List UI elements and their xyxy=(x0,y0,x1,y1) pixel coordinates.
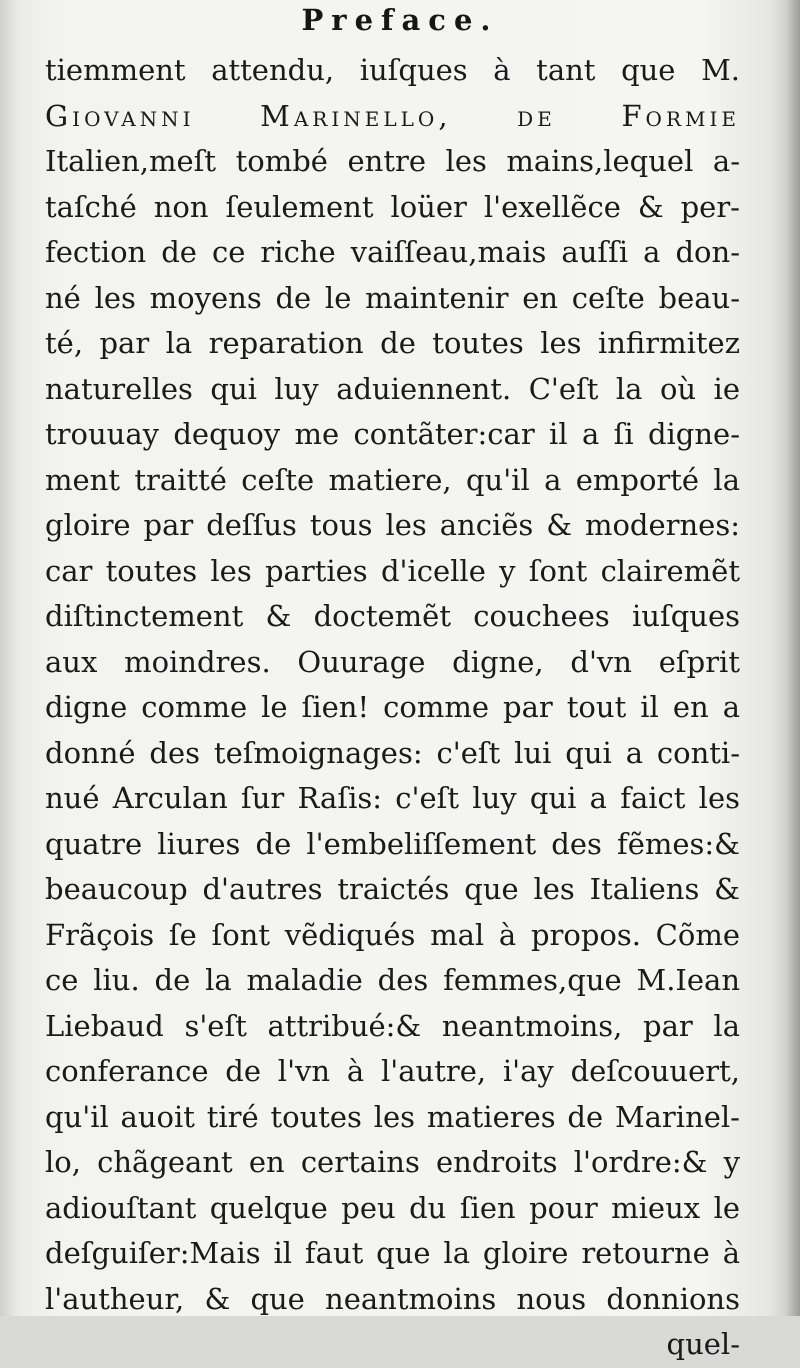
text-line: taſché non ſeulement loüer l'exellẽce & per- xyxy=(45,189,740,224)
text-line: Liebaud s'eſt attribué:& neantmoins, par la xyxy=(45,1008,740,1043)
text-line: conferance de l'vn à l'autre, i'ay deſcouuert, xyxy=(45,1054,740,1088)
text-line: diſtinctement & doctemẽt couchees iuſques xyxy=(45,599,740,633)
text-line: Frãçois ſe ſont vẽdiqués mal à propos. Cõme xyxy=(45,917,740,952)
text-line: naturelles qui luy aduiennent. C'eſt la où ie xyxy=(45,371,740,406)
text-line: l'autheur, & que neantmoins nous donnions xyxy=(45,1281,740,1316)
text-line: gloire par deſſus tous les anciẽs & modernes: xyxy=(45,508,740,542)
text-line: ce liu. de la maladie des femmes,que M.Iean xyxy=(45,963,740,997)
text-line: tiemment attendu, iuſques à tant que M. xyxy=(45,53,740,87)
text-line: adiouſtant quelque peu du ſien pour mieux le xyxy=(45,1190,740,1225)
text-line: né les moyens de le maintenir en ceſte beau- xyxy=(45,280,740,315)
body-text xyxy=(45,48,740,1368)
text-line: té, par la reparation de toutes les infirmitez xyxy=(45,326,740,360)
catchword: quel- xyxy=(666,1327,740,1361)
text-line: donné des teſmoignages: c'eſt lui qui a conti- xyxy=(45,735,740,770)
text-line: Italien,meſt tombé entre les mains,lequel a- xyxy=(45,144,740,178)
text-line: car toutes les parties d'icelle y ſont clairemẽt xyxy=(45,553,740,588)
text-line: digne comme le ſien! comme par tout il en a xyxy=(45,690,740,724)
text-line: trouuay dequoy me contãter:car il a ſi digne- xyxy=(45,417,740,451)
text-line: aux moindres. Ouurage digne, d'vn eſprit xyxy=(45,644,740,679)
text-line: qu'il auoit tiré toutes les matieres de Marinel- xyxy=(45,1099,740,1134)
text-line: Giovanni Marinello, de Formie xyxy=(45,98,740,133)
text-line: beaucoup d'autres traictés que les Italiens & xyxy=(45,872,740,906)
text-line: deſguiſer:Mais il faut que la gloire retourne à xyxy=(45,1236,740,1270)
text-line: fection de ce riche vaiſſeau,mais auſſi a don- xyxy=(45,235,740,269)
page-edge-shadow xyxy=(786,0,800,1316)
text-line: lo, chãgeant en certains endroits l'ordre:& y xyxy=(45,1145,740,1179)
text-line: ment traitté ceſte matiere, qu'il a emporté la xyxy=(45,462,740,497)
text-line: quatre liures de l'embeliſſement des fẽmes:& xyxy=(45,826,740,861)
running-head: Preface. xyxy=(301,3,499,37)
text-line: nué Arculan ſur Raſis: c'eſt luy qui a faict les xyxy=(45,781,740,815)
